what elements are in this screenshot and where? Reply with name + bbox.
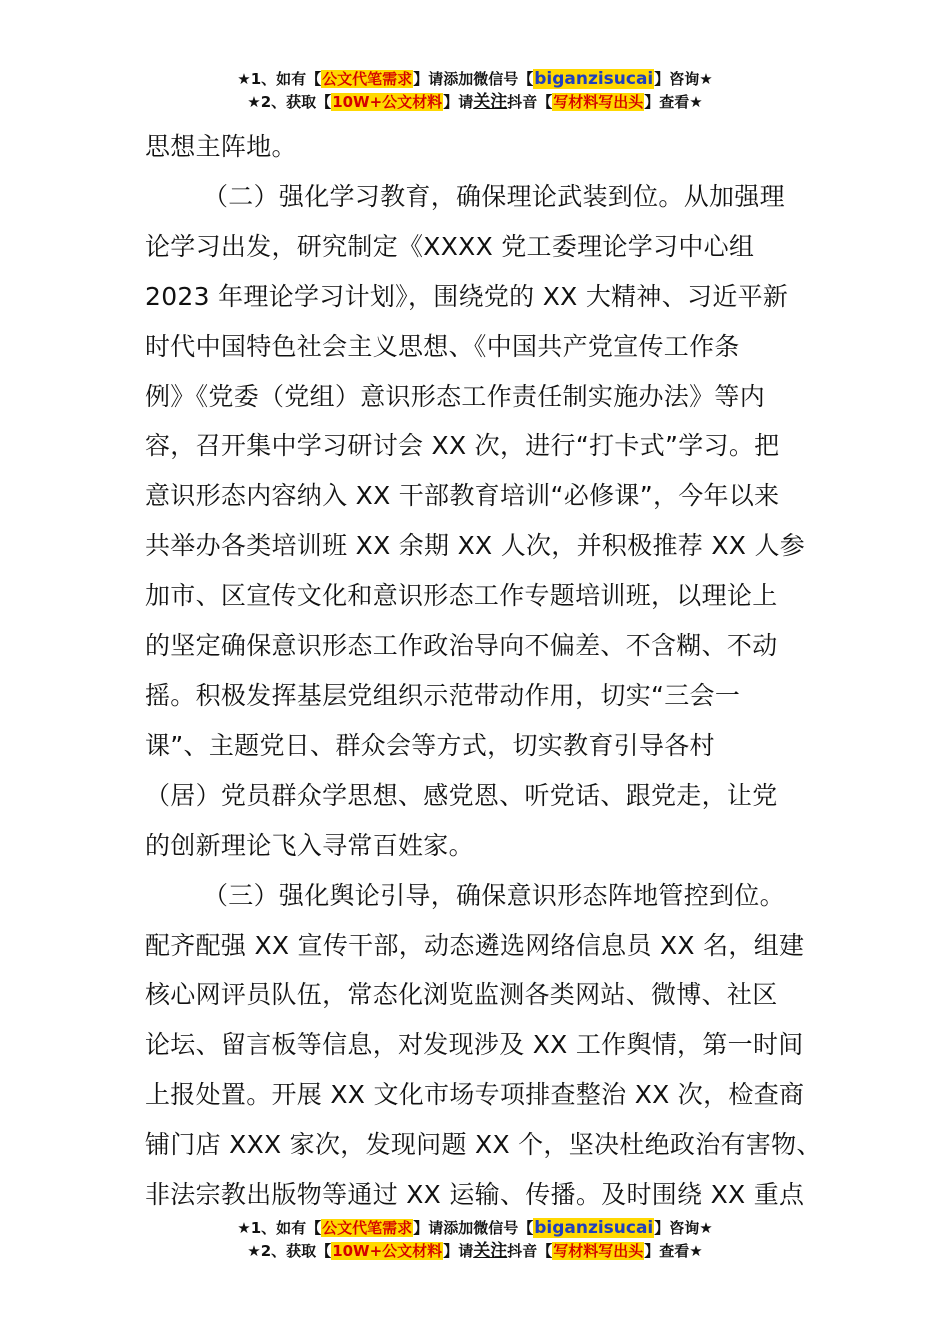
banner-highlight-materials: 10W+公文材料 bbox=[332, 1242, 443, 1260]
paragraph-ending bbox=[145, 122, 815, 172]
banner-highlight-account: 写材料写出头 bbox=[553, 93, 644, 111]
text-line: 摇。积极发挥基层党组织示范带动作用，切实“三会一 bbox=[145, 680, 741, 710]
banner-follow-text: 关注 bbox=[473, 1241, 508, 1261]
text-line: 论坛、留言板等信息，对发现涉及 XX 工作舆情，第一时间 bbox=[145, 1030, 804, 1060]
banner-highlight-materials: 10W+公文材料 bbox=[332, 93, 443, 111]
banner-wechat-id: biganzisucai bbox=[534, 69, 654, 89]
text-line: 加市、区宣传文化和意识形态工作专题培训班，以理论上 bbox=[145, 581, 778, 611]
text-line: 共举办各类培训班 XX 余期 XX 人次，并积极推荐 XX 人参 bbox=[145, 531, 806, 561]
banner-highlight-account: 写材料写出头 bbox=[553, 1242, 644, 1260]
document-body bbox=[145, 122, 822, 1220]
banner-highlight-service: 公文代笔需求 bbox=[322, 1219, 413, 1237]
banner-line-2: ★2、获取【10W+公文材料】请关注抖音【写材料写出头】查看★ bbox=[247, 92, 703, 112]
text-line: 时代中国特色社会主义思想、《中国共产党宣传工作条 bbox=[145, 331, 740, 361]
banner-line-2: ★2、获取【10W+公文材料】请关注抖音【写材料写出头】查看★ bbox=[247, 1241, 703, 1261]
banner-wechat-id: biganzisucai bbox=[534, 1218, 654, 1238]
text-line: 容，召开集中学习研讨会 XX 次，进行“打卡式”学习。把 bbox=[145, 431, 780, 461]
banner-highlight-service: 公文代笔需求 bbox=[322, 70, 413, 88]
paragraph-section-2 bbox=[145, 172, 815, 871]
section-heading-line: （三）强化舆论引导，确保意识形态阵地管控到位。 bbox=[203, 880, 785, 910]
text-line: 配齐配强 XX 宣传干部，动态遴选网络信息员 XX 名，组建 bbox=[145, 930, 805, 960]
banner-line-1: ★1、如有【公文代笔需求】请添加微信号【biganzisucai】咨询★ bbox=[237, 69, 713, 89]
text-line: 核心网评员队伍，常态化浏览监测各类网站、微博、社区 bbox=[145, 980, 778, 1010]
header-banner bbox=[0, 68, 950, 114]
text-line: 的坚定确保意识形态工作政治导向不偏差、不含糊、不动 bbox=[145, 631, 778, 661]
text-line: 非法宗教出版物等通过 XX 运输、传播。及时围绕 XX 重点 bbox=[145, 1180, 805, 1210]
text-line: 例》《党委（党组）意识形态工作责任制实施办法》等内 bbox=[145, 381, 766, 411]
text-line: （居）党员群众学思想、感党恩、听党话、跟党走，让党 bbox=[145, 780, 778, 810]
text-line: 2023 年理论学习计划》，围绕党的 XX 大精神、习近平新 bbox=[145, 281, 789, 311]
footer-banner bbox=[0, 1217, 950, 1263]
text-line: 论学习出发，研究制定《XXXX 党工委理论学习中心组 bbox=[145, 231, 755, 261]
banner-follow-text: 关注 bbox=[473, 92, 508, 112]
text-line: 的创新理论飞入寻常百姓家。 bbox=[145, 830, 474, 860]
paragraph-section-3 bbox=[145, 871, 822, 1220]
text-line: 上报处置。开展 XX 文化市场专项排查整治 XX 次，检查商 bbox=[145, 1080, 805, 1110]
banner-line-1: ★1、如有【公文代笔需求】请添加微信号【biganzisucai】咨询★ bbox=[237, 1218, 713, 1238]
text-line: 铺门店 XXX 家次，发现问题 XX 个，坚决杜绝政治有害物、 bbox=[145, 1130, 822, 1160]
text-line: 思想主阵地。 bbox=[145, 132, 297, 161]
text-line: 课”、主题党日、群众会等方式，切实教育引导各村 bbox=[145, 730, 715, 760]
text-line: 意识形态内容纳入 XX 干部教育培训“必修课”，今年以来 bbox=[145, 481, 780, 511]
section-heading-line: （二）强化学习教育，确保理论武装到位。从加强理 bbox=[203, 181, 785, 211]
